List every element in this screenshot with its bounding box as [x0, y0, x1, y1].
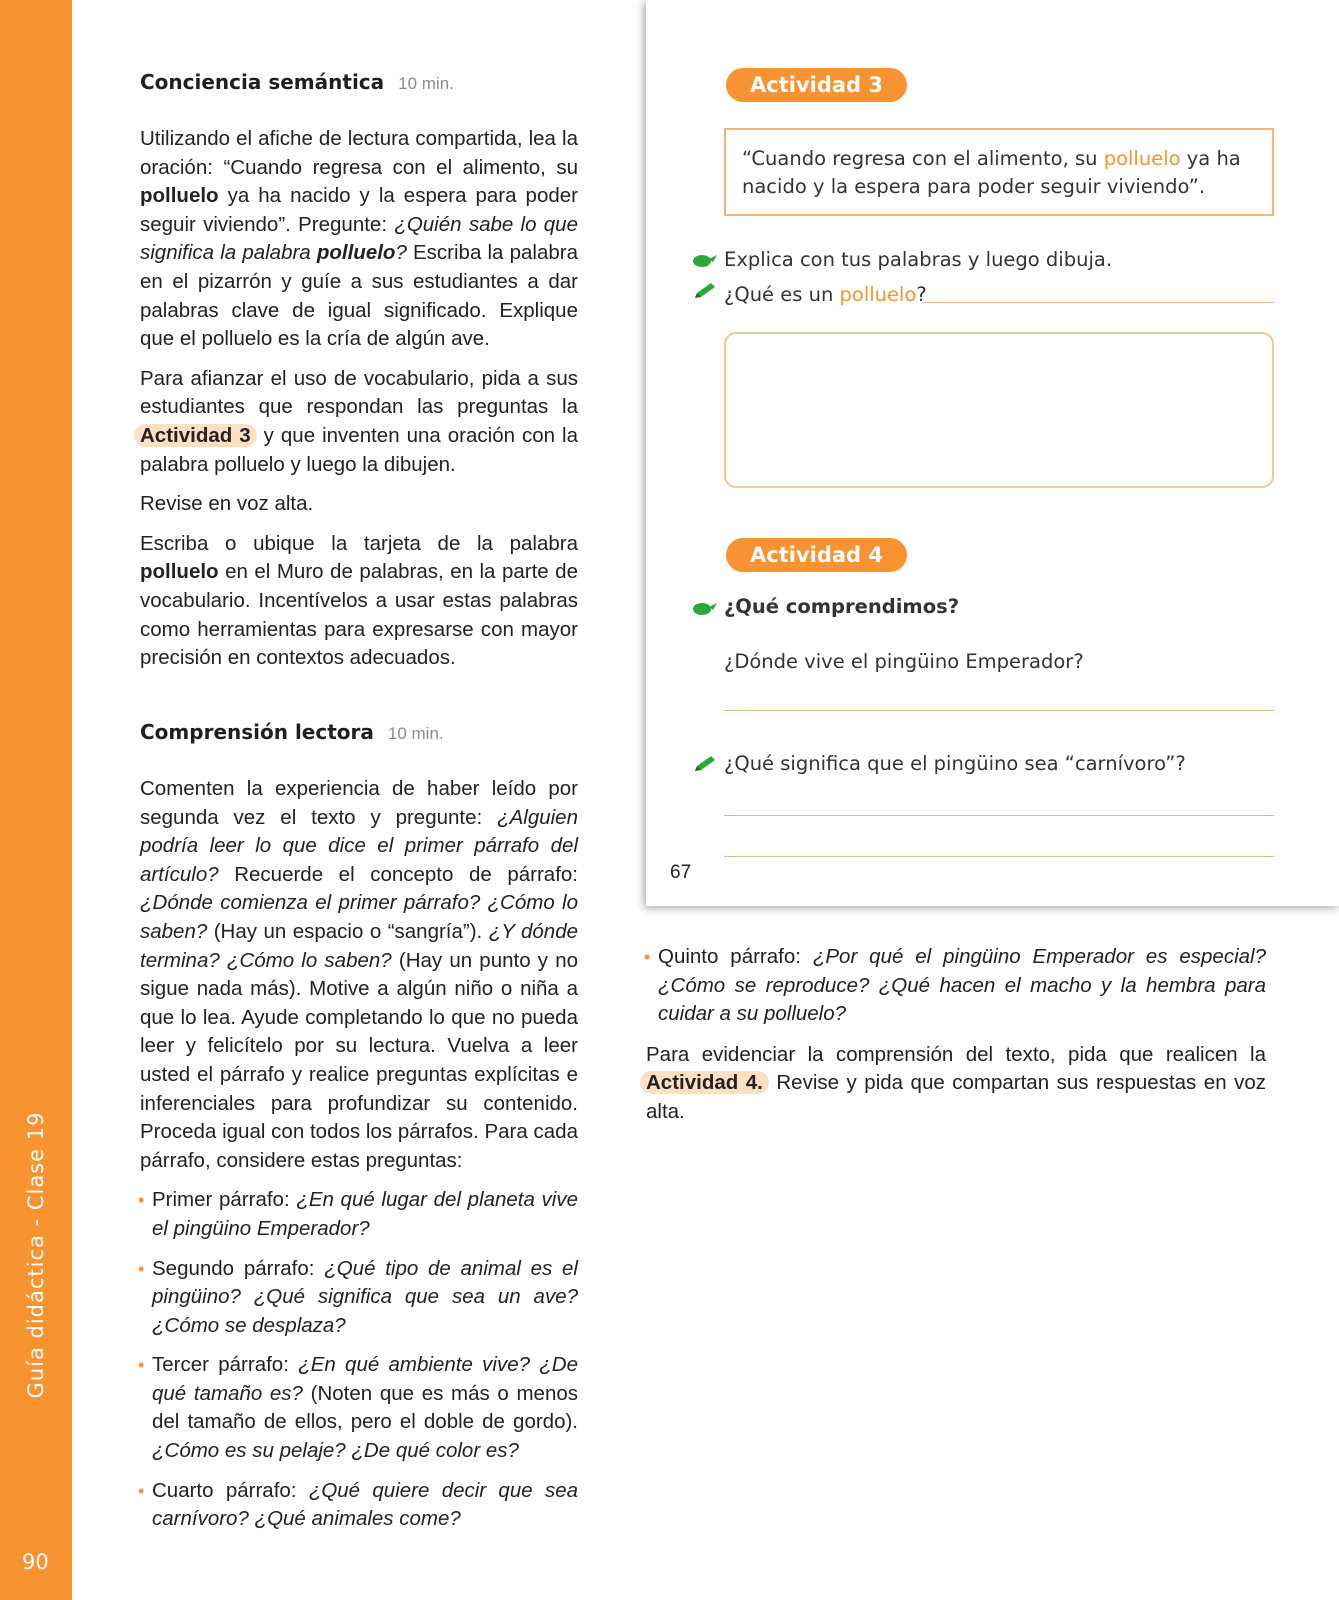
speech-bubble-icon [692, 600, 718, 618]
instruction-text: Explica con tus palabras y luego dibuja. [724, 248, 1113, 271]
answer-line[interactable] [924, 302, 1274, 303]
paragraph: Para evidenciar la comprensión del texto, pida que realicen la Actividad 4. Revise y pida que compartan sus respuestas en voz alta. [646, 1041, 1266, 1127]
quote-box: “Cuando regresa con el alimento, su polluelo ya ha nacido y la espera para poder seguir viviendo”. [724, 128, 1274, 216]
speech-bubble-icon [692, 252, 718, 270]
right-column-body [646, 943, 1266, 1127]
activity-3-badge: Actividad 3 [726, 68, 907, 102]
section-time: 10 min. [387, 724, 444, 743]
list-item: • Primer párrafo: ¿En qué lugar del planeta vive el pingüino Emperador? [140, 1186, 578, 1243]
section-semantic-body [140, 125, 578, 673]
question-1: ¿Dónde vive el pingüino Emperador? [724, 650, 1084, 673]
answer-line[interactable] [724, 710, 1274, 711]
list-item: • Segundo párrafo: ¿Qué tipo de animal es el pingüino? ¿Qué significa que sea un ave? ¿Cómo se desplaza? [140, 1255, 578, 1341]
list-item: • Quinto párrafo: ¿Por qué el pingüino Emperador es especial? ¿Cómo se reproduce? ¿Qué hacen el macho y la hembra para cuidar a su polluelo? [646, 943, 1266, 1029]
guide-label: Guía didáctica - Clase 19 [24, 1111, 48, 1399]
paragraph: Utilizando el afiche de lectura compartida, lea la oración: “Cuando regresa con el alimento, su polluelo ya ha nacido y la espera para poder seguir viviendo”. Pregunte: ¿Quién sabe lo que significa la palabra polluelo? Escriba la palabra en el pizarrón y guíe a sus estudiantes a dar palabras clave de igual significado. Explique que el polluelo es la cría de algún ave. [140, 127, 578, 351]
section-title: Conciencia semántica [140, 70, 385, 94]
paragraph: Escriba o ubique la tarjeta de la palabra polluelo en el Muro de palabras, en la parte de vocabulario. Incentívelos a usar estas palabras como herramientas para expresarse con mayor precisión en contextos adecuados. [140, 531, 578, 670]
section-time: 10 min. [398, 74, 454, 93]
activity-highlight: Actividad 3 [134, 424, 257, 447]
list-item: • Tercer párrafo: ¿En qué ambiente vive? ¿De qué tamaño es? (Noten que es más o menos del tamaño de ellos, pero el doble de gordo). ¿Cómo es su pelaje? ¿De qué color es? [140, 1351, 578, 1465]
section-heading-semantic [140, 70, 454, 94]
activity-highlight: Actividad 4. [640, 1071, 769, 1094]
list-item: • Cuarto párrafo: ¿Qué quiere decir que sea carnívoro? ¿Qué animales come? [140, 1477, 578, 1534]
answer-line[interactable] [724, 856, 1274, 857]
drawing-box[interactable] [724, 332, 1274, 488]
paragraph: Comenten la experiencia de haber leído por segunda vez el texto y pregunte: ¿Alguien podría leer lo que dice el primer párrafo del artículo? Recuerde el concepto de párrafo: ¿Dónde comienza el primer párrafo? ¿Cómo lo saben? (Hay un espacio o “sangría”). ¿Y dónde termina? ¿Cómo lo saben? (Hay un punto y no sigue nada más). Motive a algún niño o niña a que lo lea. Ayude completando lo que no pueda leer y felicítelo por su lectura. Vuelva a leer usted el párrafo y realice preguntas explícitas e inferenciales para profundizar su contenido. Proceda igual con todos los párrafos. Para cada párrafo, considere estas preguntas: [140, 777, 579, 1172]
activity-4-badge: Actividad 4 [726, 538, 907, 572]
side-band [0, 0, 72, 1600]
question-polluelo: ¿Qué es un polluelo? [724, 283, 927, 306]
section-comprehension-body [140, 775, 578, 1534]
section-title: Comprensión lectora [140, 720, 374, 744]
page-number: 90 [22, 1550, 49, 1574]
paragraph: Para afianzar el uso de vocabulario, pida a sus estudiantes que respondan las preguntas la Actividad 3 y que inventen una oración con la palabra polluelo y luego la dibujen. [140, 365, 578, 479]
workbook-page [646, 0, 1339, 906]
section-heading-comprehension [140, 720, 444, 744]
answer-line[interactable] [724, 815, 1274, 816]
paragraph: Revise en voz alta. [140, 492, 314, 516]
pencil-icon [692, 755, 718, 773]
workbook-page-number: 67 [670, 862, 692, 883]
question-2: ¿Qué significa que el pingüino sea “carnívoro”? [724, 752, 1186, 775]
pencil-icon [692, 282, 718, 300]
comprehension-heading: ¿Qué comprendimos? [724, 595, 960, 618]
